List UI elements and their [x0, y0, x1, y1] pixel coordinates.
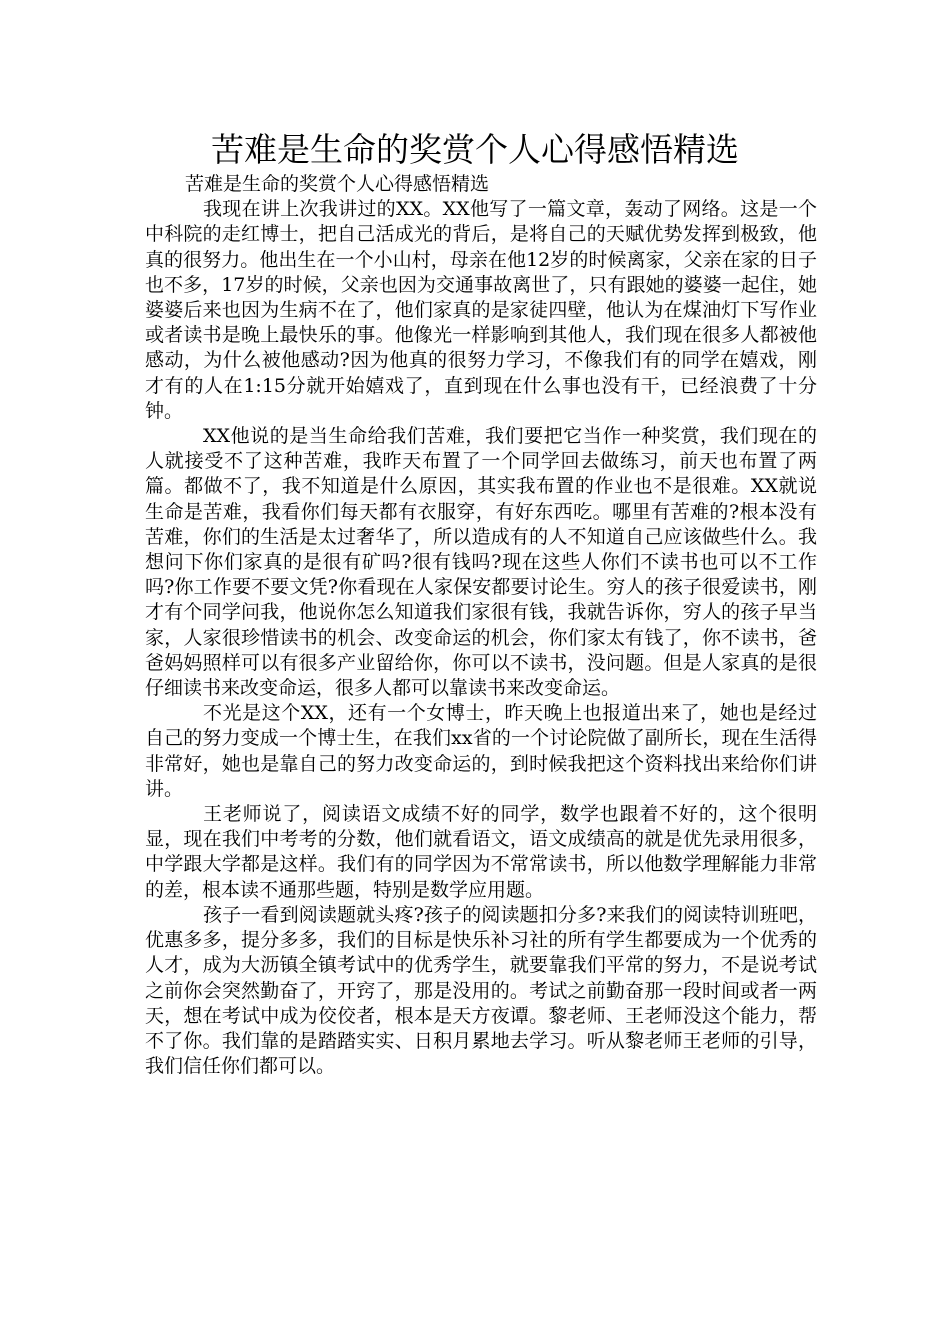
paragraph-2: XX他说的是当生命给我们苦难，我们要把它当作一种奖赏，我们现在的人就接受不了这种苦难，我昨天布置了一个同学回去做练习，前天也布置了两篇。都做不了，我不知道是什么原因，其实我布置的作业也不是很难。XX就说生命是苦难，我看你们每天都有衣服穿，有好东西吃。哪里有苦难的?根本没有苦难，你们的生活是太过奢华了，所以造成有的人不知道自己应该做些什么。我想问下你们家真的是很有矿吗?很有钱吗?现在这些人你们不读书也可以不工作吗?你工作要不要文凭?你看现在人家保安都要讨论生。穷人的孩子很爱读书，刚才有个同学问我，他说你怎么知道我们家很有钱，我就告诉你，穷人的孩子早当家，人家很珍惜读书的机会、改变命运的机会，你们家太有钱了，你不读书，爸爸妈妈照样可以有很多产业留给你，你可以不读书，没问题。但是人家真的是很仔细读书来改变命运，很多人都可以靠读书来改变命运。	[145, 425, 817, 700]
document-title: 苦难是生命的奖赏个人心得感悟精选	[211, 130, 739, 169]
paragraph-5: 孩子一看到阅读题就头疼?孩子的阅读题扣分多?来我们的阅读特训班吧，优惠多多，提分多多，我们的目标是快乐补习社的所有学生都要成为一个优秀的人才，成为大沥镇全镇考试中的优秀学生，就要靠我们平常的努力，不是说考试之前你会突然勤奋了，开窍了，那是没用的。考试之前勤奋那一段时间或者一两天，想在考试中成为佼佼者，根本是天方夜谭。黎老师、王老师没这个能力，帮不了你。我们靠的是踏踏实实、日积月累地去学习。听从黎老师王老师的引导，我们信任你们都可以。	[145, 903, 817, 1078]
document-body	[145, 172, 817, 1079]
paragraph-4: 王老师说了，阅读语文成绩不好的同学，数学也跟着不好的，这个很明显，现在我们中考考的分数，他们就看语文，语文成绩高的就是优先录用很多，中学跟大学都是这样。我们有的同学因为不常常读书，所以他数学理解能力非常的差，根本读不通那些题，特别是数学应用题。	[145, 803, 817, 901]
paragraph-1: 我现在讲上次我讲过的XX。XX他写了一篇文章，轰动了网络。这是一个中科院的走红博士，把自己活成光的背后，是将自己的天赋优势发挥到极致，他真的很努力。他出生在一个小山村，母亲在他12岁的时候离家，父亲在家的日子也不多，17岁的时候，父亲也因为交通事故离世了，只有跟她的婆婆一起住，她婆婆后来也因为生病不在了，他们家真的是家徒四壁，他认为在煤油灯下写作业或者读书是晚上最快乐的事。他像光一样影响到其他人，我们现在很多人都被他感动，为什么被他感动?因为他真的很努力学习，不像我们有的同学在嬉戏，刚才有的人在1:15分就开始嬉戏了，直到现在什么事也没有干，已经浪费了十分钟。	[145, 198, 817, 422]
paragraph-3: 不光是这个XX，还有一个女博士，昨天晚上也报道出来了，她也是经过自己的努力变成一个博士生，在我们xx省的一个讨论院做了副所长，现在生活得非常好，她也是靠自己的努力改变命运的，到时候我把这个资料找出来给你们讲讲。	[145, 702, 817, 800]
document-subtitle: 苦难是生命的奖赏个人心得感悟精选	[185, 173, 490, 195]
